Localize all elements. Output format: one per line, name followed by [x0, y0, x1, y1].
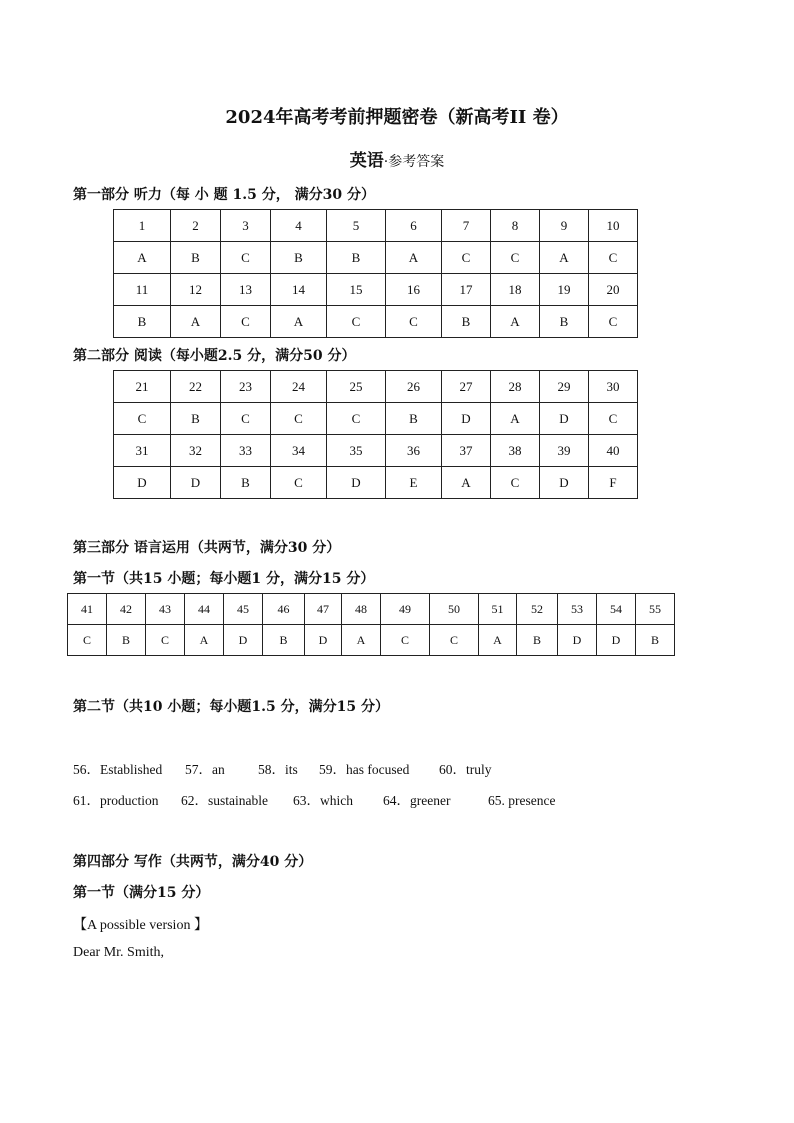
answer-cell: C [386, 306, 442, 338]
question-number-cell: 42 [107, 594, 146, 625]
question-number-cell: 16 [386, 274, 442, 306]
question-number-cell: 15 [327, 274, 386, 306]
answer-cell: A [540, 242, 589, 274]
subtitle-rest: ·参考答案 [383, 154, 445, 170]
subtitle-subject: 英语 [349, 151, 384, 171]
answer-row [114, 306, 638, 338]
question-number-cell: 21 [114, 371, 171, 403]
question-number-cell: 54 [597, 594, 636, 625]
answer-cell: A [479, 625, 517, 656]
answer-cell: B [114, 306, 171, 338]
answer-cell: D [540, 467, 589, 499]
answer-cell: C [381, 625, 430, 656]
part1-heading: 第一部分 听力（每 小 题 1.5 分， 满分30 分） [73, 187, 375, 203]
question-number-row [114, 210, 638, 242]
answer-cell: C [327, 306, 386, 338]
answer-cell: B [636, 625, 675, 656]
answer-cell: C [114, 403, 171, 435]
answer-cell: D [442, 403, 491, 435]
answer-row [68, 625, 675, 656]
answer-cell: A [386, 242, 442, 274]
answer-cell: D [558, 625, 597, 656]
part3-heading: 第三部分 语言运用（共两节，满分30 分） [73, 540, 341, 556]
question-number-cell: 40 [589, 435, 638, 467]
answer-cell: C [221, 306, 271, 338]
question-number-cell: 52 [517, 594, 558, 625]
question-number-cell: 22 [171, 371, 221, 403]
answer-cell: A [171, 306, 221, 338]
question-number-cell: 17 [442, 274, 491, 306]
question-number-cell: 39 [540, 435, 589, 467]
answer-cell: B [517, 625, 558, 656]
question-number-cell: 1 [114, 210, 171, 242]
question-number-cell: 47 [305, 594, 342, 625]
question-number-cell: 20 [589, 274, 638, 306]
question-number-cell: 10 [589, 210, 638, 242]
question-number-cell: 31 [114, 435, 171, 467]
answer-cell: B [327, 242, 386, 274]
answer-cell: B [263, 625, 305, 656]
page-title: 2024年高考考前押题密卷（新高考II 卷） [225, 107, 569, 128]
answer-cell: A [185, 625, 224, 656]
question-number-row [114, 435, 638, 467]
question-number-cell: 11 [114, 274, 171, 306]
part2-heading: 第二部分 阅读（每小题2.5 分，满分50 分） [73, 348, 356, 364]
question-number-cell: 32 [171, 435, 221, 467]
answer-cell: A [114, 242, 171, 274]
question-number-cell: 45 [224, 594, 263, 625]
answer-cell: D [597, 625, 636, 656]
question-number-cell: 38 [491, 435, 540, 467]
answer-cell: B [540, 306, 589, 338]
part3-answer-table [67, 593, 675, 656]
question-number-cell: 33 [221, 435, 271, 467]
answer-cell: C [146, 625, 185, 656]
answer-cell: C [589, 306, 638, 338]
question-number-cell: 41 [68, 594, 107, 625]
question-number-cell: 7 [442, 210, 491, 242]
fill-answer: 56．Established [73, 762, 163, 777]
answer-cell: D [171, 467, 221, 499]
question-number-cell: 36 [386, 435, 442, 467]
answer-cell: D [327, 467, 386, 499]
question-number-cell: 46 [263, 594, 305, 625]
question-number-cell: 6 [386, 210, 442, 242]
fill-answer: 62．sustainable [181, 793, 268, 808]
fill-line-1 [73, 758, 492, 778]
answer-cell: B [171, 242, 221, 274]
answer-cell: A [491, 403, 540, 435]
question-number-cell: 49 [381, 594, 430, 625]
question-number-cell: 12 [171, 274, 221, 306]
fill-answer: 64．greener [383, 793, 451, 808]
answer-cell: E [386, 467, 442, 499]
question-number-cell: 5 [327, 210, 386, 242]
answer-cell: B [107, 625, 146, 656]
answer-cell: C [491, 242, 540, 274]
part2-answer-table [113, 370, 638, 499]
answer-row [114, 467, 638, 499]
question-number-row [114, 371, 638, 403]
question-number-cell: 23 [221, 371, 271, 403]
answer-cell: C [589, 403, 638, 435]
answer-cell: D [540, 403, 589, 435]
question-number-cell: 2 [171, 210, 221, 242]
question-number-cell: 3 [221, 210, 271, 242]
question-number-cell: 29 [540, 371, 589, 403]
answer-row [114, 403, 638, 435]
answer-row [114, 242, 638, 274]
question-number-cell: 9 [540, 210, 589, 242]
question-number-cell: 34 [271, 435, 327, 467]
answer-cell: D [224, 625, 263, 656]
fill-answer: 59．has focused [319, 762, 410, 777]
question-number-cell: 24 [271, 371, 327, 403]
question-number-cell: 25 [327, 371, 386, 403]
question-number-cell: 26 [386, 371, 442, 403]
answer-cell: C [442, 242, 491, 274]
answer-cell: C [589, 242, 638, 274]
question-number-cell: 30 [589, 371, 638, 403]
answer-cell: C [221, 403, 271, 435]
part4-section1-heading: 第一节（满分15 分） [73, 885, 210, 901]
answer-cell: B [221, 467, 271, 499]
question-number-cell: 43 [146, 594, 185, 625]
fill-line-2 [73, 789, 555, 809]
question-number-cell: 44 [185, 594, 224, 625]
answer-cell: B [442, 306, 491, 338]
answer-cell: C [271, 467, 327, 499]
fill-answer: 57．an [185, 762, 225, 777]
answer-cell: B [171, 403, 221, 435]
answer-cell: A [342, 625, 381, 656]
answer-cell: C [430, 625, 479, 656]
question-number-cell: 55 [636, 594, 675, 625]
fill-answer: 60．truly [439, 762, 492, 777]
question-number-cell: 27 [442, 371, 491, 403]
answer-cell: A [442, 467, 491, 499]
answer-cell: C [68, 625, 107, 656]
question-number-cell: 14 [271, 274, 327, 306]
page-subtitle [0, 146, 794, 171]
part4-heading: 第四部分 写作（共两节，满分40 分） [73, 854, 313, 870]
answer-cell: B [386, 403, 442, 435]
answer-cell: C [491, 467, 540, 499]
answer-cell: C [271, 403, 327, 435]
question-number-cell: 51 [479, 594, 517, 625]
question-number-cell: 28 [491, 371, 540, 403]
fill-answer: 61．production [73, 793, 159, 808]
question-number-cell: 4 [271, 210, 327, 242]
answer-cell: C [221, 242, 271, 274]
question-number-cell: 8 [491, 210, 540, 242]
answer-cell: F [589, 467, 638, 499]
question-number-cell: 37 [442, 435, 491, 467]
part3-section1-heading: 第一节（共15 小题；每小题1 分，满分15 分） [73, 571, 375, 587]
answer-cell: B [271, 242, 327, 274]
question-number-row [68, 594, 675, 625]
sample-version-label: 【A possible version 】 [73, 918, 208, 933]
question-number-cell: 53 [558, 594, 597, 625]
letter-greeting: Dear Mr. Smith, [73, 945, 164, 960]
question-number-cell: 13 [221, 274, 271, 306]
answer-cell: A [491, 306, 540, 338]
fill-answer: 58．its [258, 762, 298, 777]
question-number-cell: 18 [491, 274, 540, 306]
answer-cell: D [305, 625, 342, 656]
answer-cell: D [114, 467, 171, 499]
question-number-cell: 50 [430, 594, 479, 625]
answer-cell: A [271, 306, 327, 338]
question-number-cell: 35 [327, 435, 386, 467]
part3-section2-heading: 第二节（共10 小题；每小题1.5 分，满分15 分） [73, 699, 389, 715]
question-number-cell: 19 [540, 274, 589, 306]
fill-answer: 65. presence [488, 793, 556, 808]
fill-answer: 63．which [293, 793, 353, 808]
answer-cell: C [327, 403, 386, 435]
part1-answer-table [113, 209, 638, 338]
question-number-row [114, 274, 638, 306]
question-number-cell: 48 [342, 594, 381, 625]
